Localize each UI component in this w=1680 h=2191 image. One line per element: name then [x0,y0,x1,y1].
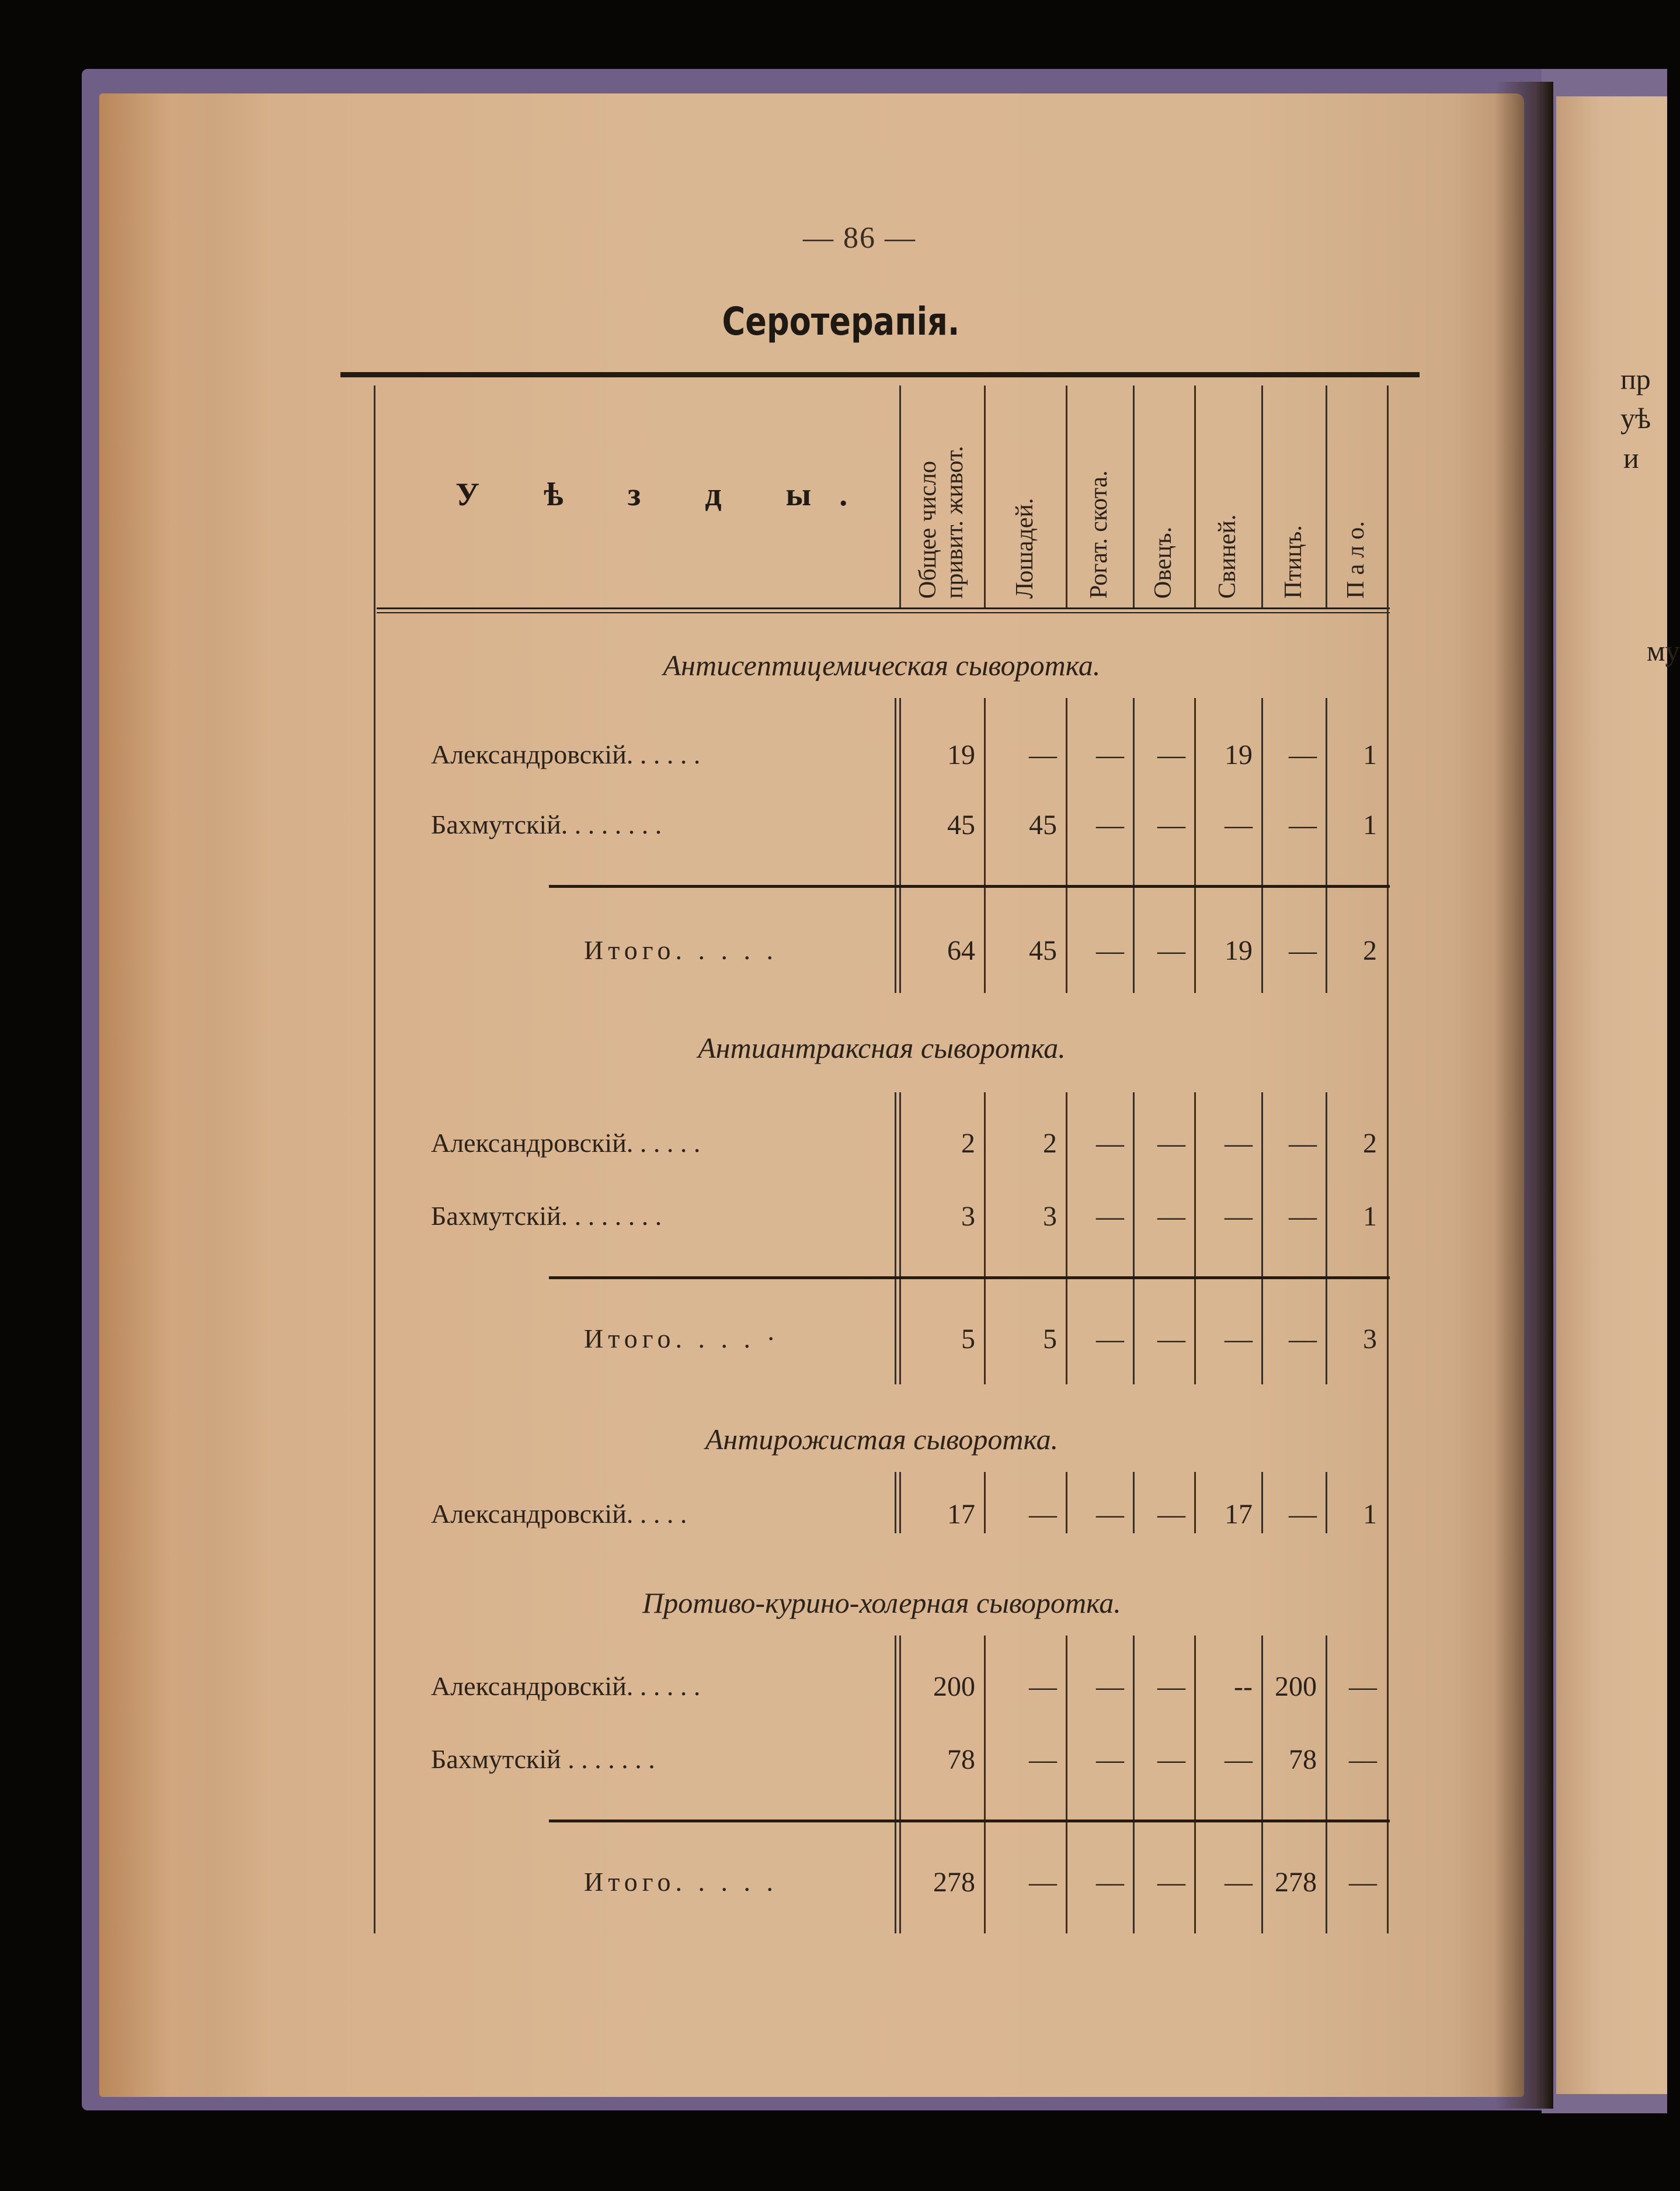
district-name: Александровскій. . . . . . [431,1671,701,1701]
left-page [99,93,1524,2097]
table-cell: 3 [1363,1324,1377,1355]
table-cell: 278 [933,1867,975,1898]
table-cell: — [1096,1867,1124,1898]
table-cell: 78 [947,1744,975,1775]
table-left-border [374,386,375,1933]
header-column-divider [899,386,901,607]
column-divider [899,1636,901,1933]
table-cell: — [1157,1867,1185,1898]
table-cell: — [1225,1324,1253,1355]
column-header-cattle [1086,470,1112,599]
table-cell: 2 [1363,1128,1377,1159]
column-divider-double [895,698,896,993]
table-cell: 2 [1043,1128,1057,1159]
column-header-birds [1280,525,1307,599]
header-bottom-rule-2 [377,612,1390,613]
table-right-border [1387,386,1389,1933]
table-cell: — [1096,1324,1124,1355]
table-cell: — [1225,810,1253,841]
column-divider-double [895,1472,896,1533]
total-label: Итого. . . . . [584,1867,778,1897]
table-cell: — [1289,1499,1317,1530]
table-cell: — [1225,1128,1253,1159]
right-page-fragment: уѣ [1620,402,1651,435]
table-cell: — [1157,1671,1185,1702]
table-cell: 5 [1043,1324,1057,1355]
table-cell: — [1289,935,1317,966]
table-cell: — [1349,1744,1377,1775]
table-cell: 200 [1275,1671,1317,1702]
subtotal-rule [549,885,1390,888]
column-header-line: Свиней. [1214,514,1241,599]
table-cell: 1 [1363,1201,1377,1232]
top-rule [340,372,1420,377]
table-cell: 78 [1289,1744,1317,1775]
district-name: Александровскій. . . . . [431,1499,687,1529]
column-header-sheep [1150,527,1177,599]
table-cell: — [1157,1744,1185,1775]
table-cell: 3 [961,1201,975,1232]
table-cell: — [1096,935,1124,966]
table-cell: -- [1234,1671,1253,1702]
table-cell: 45 [947,810,975,841]
table-cell: — [1096,1128,1124,1159]
table-cell: — [1096,1671,1124,1702]
header-column-divider [1387,386,1389,607]
table-cell: 17 [947,1499,975,1530]
column-header-line: привит. живот. [941,446,968,599]
column-divider [984,1472,986,1533]
table-cell: — [1289,810,1317,841]
table-cell: — [1157,1324,1185,1355]
district-name: Бахмутскій. . . . . . . . [431,810,662,839]
district-name: Александровскій. . . . . . [431,739,701,769]
column-header-district: У ѣ з д ы. [455,477,876,513]
table-cell: — [1349,1867,1377,1898]
column-divider-double [895,1092,896,1384]
column-divider [899,698,901,993]
column-divider [899,1092,901,1384]
total-label: Итого. . . . · [584,1324,780,1353]
table-cell: 200 [933,1671,975,1702]
section-title: Антирожистая сыворотка. [705,1423,1059,1456]
table-cell: — [1029,1671,1057,1702]
column-divider [984,698,986,993]
table-cell: 1 [1363,1499,1377,1530]
subtotal-rule [549,1276,1390,1279]
table-cell: 45 [1029,810,1057,841]
header-column-divider [984,386,986,607]
table-cell: 1 [1363,739,1377,770]
table-cell: — [1157,739,1185,770]
column-divider [984,1092,986,1384]
table-cell: 64 [947,935,975,966]
table-cell: 5 [961,1324,975,1355]
table-cell: — [1096,1201,1124,1232]
table-cell: — [1029,1867,1057,1898]
header-column-divider [1326,386,1327,607]
column-divider [984,1636,986,1933]
section-title: Противо-курино-холерная сыворотка. [642,1586,1121,1619]
table-cell: — [1225,1867,1253,1898]
table-cell: — [1029,1499,1057,1530]
table-cell: — [1289,739,1317,770]
column-header-line: П а л о. [1342,521,1369,599]
table-cell: — [1157,1499,1185,1530]
column-header-line: Рогат. скота. [1086,470,1112,599]
table-cell: 278 [1275,1867,1317,1898]
subtotal-rule [549,1820,1390,1822]
table-cell: — [1157,935,1185,966]
page-number: — 86 — [803,221,916,255]
table-cell: 19 [947,739,975,770]
table-cell: 19 [1225,739,1253,770]
table-cell: — [1029,739,1057,770]
table-cell: 19 [1225,935,1253,966]
district-name: Бахмутскій. . . . . . . . [431,1201,662,1231]
table-cell: — [1157,810,1185,841]
table-cell: 2 [1363,935,1377,966]
table-cell: — [1096,1499,1124,1530]
table-cell: 3 [1043,1201,1057,1232]
right-page [1556,96,1680,2094]
section-title: Антисептицемическая сыворотка. [663,649,1101,682]
table-cell: 17 [1225,1499,1253,1530]
table-cell: — [1289,1324,1317,1355]
table-cell: — [1096,739,1124,770]
book-gutter-shadow [1495,82,1553,2109]
table-cell: — [1225,1744,1253,1775]
column-header-horses [1011,498,1038,599]
table-cell: 2 [961,1128,975,1159]
page-title: Серотерапія. [722,299,960,344]
table-cell: — [1029,1744,1057,1775]
header-column-divider [1133,386,1135,607]
column-divider [899,1472,901,1533]
table-cell: — [1157,1128,1185,1159]
district-name: Александровскій. . . . . . [431,1128,701,1158]
table-cell: — [1349,1671,1377,1702]
table-cell: — [1096,1744,1124,1775]
header-bottom-rule [377,607,1390,609]
section-title: Антиантраксная сыворотка. [698,1032,1066,1064]
table-cell: — [1289,1128,1317,1159]
column-header-total-animals [914,446,968,599]
header-column-divider [1066,386,1067,607]
table-cell: — [1096,810,1124,841]
column-header-line: Овецъ. [1150,526,1177,599]
table-cell: — [1157,1201,1185,1232]
right-page-fragment: и [1623,442,1639,474]
column-header-line: Птицъ. [1280,525,1307,599]
table-cell: 1 [1363,810,1377,841]
column-header-died [1342,521,1369,599]
table-cell: 45 [1029,935,1057,966]
header-column-divider [1194,386,1196,607]
column-header-line: Общее число [914,460,941,599]
table-cell: — [1289,1201,1317,1232]
district-name: Бахмутскій . . . . . . . [431,1744,655,1774]
header-column-divider [1261,386,1263,607]
right-page-fragment: пр [1620,363,1651,395]
column-divider-double [895,1636,896,1933]
table-cell: — [1225,1201,1253,1232]
right-page-fragment: му [1647,634,1680,667]
column-header-pigs [1214,515,1241,599]
column-header-line: Лошадей. [1011,498,1038,599]
total-label: Итого. . . . . [584,935,778,965]
